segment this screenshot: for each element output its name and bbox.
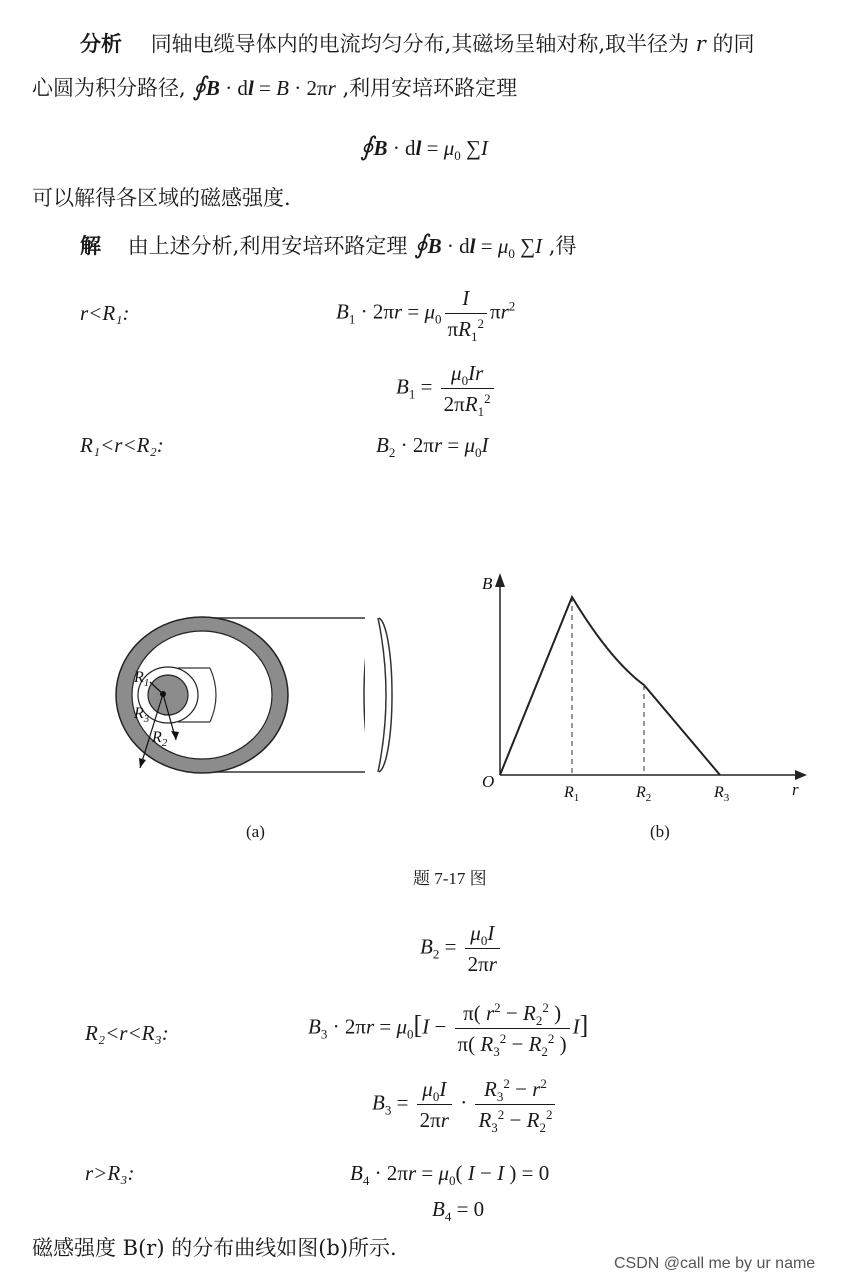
analysis-line-1 (80, 30, 754, 58)
analysis-line-3: 可以解得各区域的磁感强度. (32, 186, 291, 210)
conclusion-text: 磁感强度 B(r) 的分布曲线如图(b)所示. (32, 1236, 397, 1260)
analysis-text-2-end: ,利用安培环路定理 (342, 76, 518, 100)
csdn-watermark: CSDN @call me by ur name (614, 1255, 816, 1272)
equation-b1: $B_1$ = $\frac{\mu_0Ir}{2\pi R_1^2}$ (396, 360, 497, 417)
equation-region-4: $B_4 \cdot 2\pi r = \mu_0$( I − I ) = 0 (350, 1161, 550, 1189)
b-curve (500, 597, 720, 775)
tick-r1: $R_1$ (564, 784, 580, 804)
figure-b-label: (b) (650, 822, 670, 841)
equation-b4: $B_4 = 0$ (432, 1197, 485, 1225)
axis-x-label: r (792, 780, 799, 799)
equation-region-1: $B_1 \cdot 2\pi r = \mu_0$ $\frac{I}{\pi R_1^2}$ $\pi r^2$ (336, 286, 516, 345)
cable-label-1: $R_1$ (134, 669, 150, 689)
b-field-graph (470, 565, 815, 805)
analysis-label: 分析 (80, 31, 122, 56)
radius-symbol: r (695, 32, 706, 56)
tick-r2: $R_2$ (636, 784, 652, 804)
equation-region-2: $B_2 \cdot 2\pi r = \mu_0I$ (376, 433, 489, 461)
region-4-label: r>R₃: (85, 1161, 135, 1185)
equation-region-3: $B_3 \cdot 2\pi r = \mu_0[I$ − $\frac{\pi( r^2 - R_2^2 )}{\pi( R_3^2 - R_2^2 )}$ I] (308, 1000, 589, 1060)
equation-ampere-inline: ∮B · dl = $\mu_0$ ∑I (414, 230, 543, 262)
equation-b3: $B_3$ = $\frac{\mu_0I}{2\pi r}$ · $\frac{R_3^2 - r^2}{R_3^2 - R_2^2}$ (372, 1076, 558, 1133)
region-1-label: r<R₁: (80, 301, 130, 325)
solution-intro-end: ,得 (548, 234, 577, 258)
origin-label: O (482, 772, 495, 791)
analysis-text-1: 同轴电缆导体内的电流均匀分布,其磁场呈轴对称,取半径为 (150, 32, 690, 56)
solution-intro: 由上述分析,利用安培环路定理 (127, 234, 408, 258)
cable-diagram (110, 600, 410, 790)
equation-ampere-law: ∮B · dl = $\mu_0$ ∑I (360, 132, 489, 164)
solution-label: 解 (80, 233, 101, 258)
analysis-line-2 (32, 74, 517, 102)
cable-label-2: $R_2$ (152, 729, 168, 749)
region-3-label: R₂<r<R₃: (85, 1021, 169, 1045)
analysis-text-1-end: 的同 (712, 32, 755, 56)
axis-y-label: B (482, 574, 493, 593)
figure-a-label: (a) (246, 822, 265, 841)
figure-caption: 题 7-17 图 (413, 869, 487, 888)
equation-b2: $B_2$ = $\frac{\mu_0I}{2\pi r}$ (420, 920, 503, 977)
cable-label-3: $R_3$ (134, 705, 150, 725)
analysis-text-2: 心圆为积分路径, (32, 76, 186, 100)
equation-circulation: ∮B · dl = B · 2πr (192, 72, 336, 101)
tick-r3: $R_3$ (714, 784, 730, 804)
region-2-label: R₁<r<R₂: (80, 433, 164, 457)
solution-line (80, 232, 576, 260)
